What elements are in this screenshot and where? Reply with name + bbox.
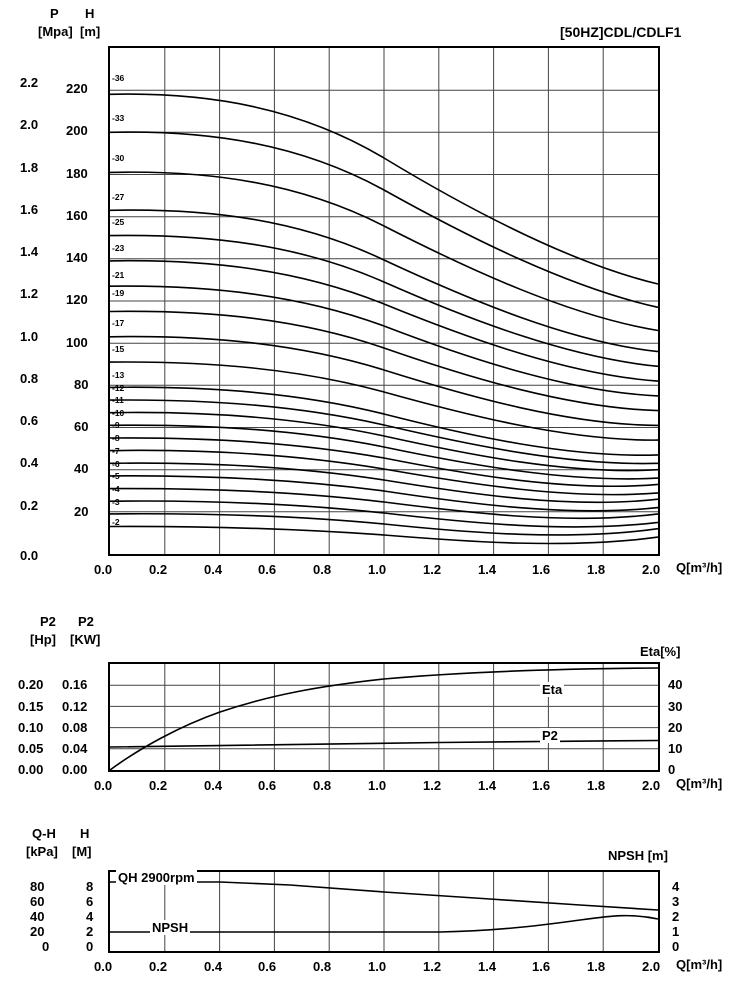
chart1-x-tick-10: 2.0: [642, 562, 661, 577]
chart3-x-tick-7: 1.4: [478, 959, 497, 974]
chart1-p-unit: [Mpa]: [38, 24, 73, 39]
curve-label-2: -2: [112, 517, 120, 527]
curve-label-23: -23: [112, 243, 125, 253]
chart1-h-tick-140: 140: [66, 250, 88, 265]
chart2-p2hp-unit: [Hp]: [30, 632, 56, 647]
chart1-h-tick-60: 60: [74, 419, 89, 434]
chart3-x-tick-6: 1.2: [423, 959, 442, 974]
chart2-kw-tick-0-04: 0.04: [62, 741, 88, 756]
chart3-x-tick-3: 0.6: [258, 959, 277, 974]
chart1-x-axis-title: Q[m³/h]: [676, 560, 723, 575]
chart2-x-tick-3: 0.6: [258, 778, 277, 793]
chart3-npsh-tick-2: 2: [672, 909, 680, 924]
curve-label-25: -25: [112, 217, 125, 227]
chart2-eta-tick-30: 30: [668, 699, 683, 714]
chart1-x-tick-5: 1.0: [368, 562, 387, 577]
chart-power-efficiency: [0, 610, 745, 800]
chart2-eta-label: Eta[%]: [640, 644, 681, 659]
chart1-h-tick-20: 20: [74, 504, 89, 519]
chart1-h-tick-80: 80: [74, 377, 89, 392]
chart2-x-tick-10: 2.0: [642, 778, 661, 793]
chart1-x-tick-0: 0.0: [94, 562, 113, 577]
chart1-x-tick-6: 1.2: [423, 562, 442, 577]
curve-label-15: -15: [112, 344, 125, 354]
chart3-x-tick-9: 1.8: [587, 959, 606, 974]
curve-label-36: -36: [112, 73, 125, 83]
curve-label-10: -10: [112, 408, 125, 418]
chart2-x-tick-5: 1.0: [368, 778, 387, 793]
chart3-qh-unit: [kPa]: [26, 844, 58, 859]
chart2-p2hp-label: P2: [40, 614, 56, 629]
curve-label-12: -12: [112, 383, 125, 393]
chart2-hp-tick-0-05: 0.05: [18, 741, 44, 756]
curve-label-3: -3: [112, 497, 120, 507]
chart2-p2-curve-label: P2: [542, 728, 558, 743]
chart3-m-tick-2: 2: [86, 924, 94, 939]
chart2-hp-tick-0-10: 0.10: [18, 720, 44, 735]
chart2-kw-tick-0-16: 0.16: [62, 677, 88, 692]
chart3-npsh-tick-3: 3: [672, 894, 680, 909]
chart3-npsh-tick-4: 4: [672, 879, 680, 894]
chart1-x-tick-8: 1.6: [532, 562, 551, 577]
chart3-kpa-tick-20: 20: [30, 924, 45, 939]
chart1-x-tick-7: 1.4: [478, 562, 497, 577]
chart2-p2kw-label: P2: [78, 614, 94, 629]
chart2-hp-tick-0-15: 0.15: [18, 699, 44, 714]
chart1-p-tick-1-8: 1.8: [20, 160, 39, 175]
chart3-x-tick-0: 0.0: [94, 959, 113, 974]
chart1-h-tick-220: 220: [66, 81, 88, 96]
chart2-p2kw-unit: [KW]: [70, 632, 101, 647]
chart2-x-tick-6: 1.2: [423, 778, 442, 793]
curve-label-6: -6: [112, 459, 120, 469]
chart1-p-tick-2-2: 2.2: [20, 75, 39, 90]
chart2-kw-tick-0-00: 0.00: [62, 762, 88, 777]
chart1-h-tick-180: 180: [66, 166, 88, 181]
chart3-kpa-tick-80: 80: [30, 879, 45, 894]
chart3-qh-label: Q-H: [32, 826, 56, 841]
curve-label-27: -27: [112, 192, 125, 202]
chart1-p-tick-1-2: 1.2: [20, 286, 39, 301]
chart2-x-tick-8: 1.6: [532, 778, 551, 793]
chart1-h-label: H: [85, 6, 95, 21]
chart3-m-tick-4: 4: [86, 909, 94, 924]
chart3-x-tick-10: 2.0: [642, 959, 661, 974]
chart1-p-label: P: [50, 6, 59, 21]
chart2-x-axis-title: Q[m³/h]: [676, 776, 723, 791]
chart1-p-tick-0-8: 0.8: [20, 371, 39, 386]
chart3-x-axis-title: Q[m³/h]: [676, 957, 723, 972]
chart1-p-tick-0-6: 0.6: [20, 413, 39, 428]
chart2-eta-curve-label: Eta: [542, 682, 563, 697]
chart2-hp-tick-0-00: 0.00: [18, 762, 44, 777]
curve-label-4: -4: [112, 484, 120, 494]
curve-label-21: -21: [112, 270, 125, 280]
chart2-plot-area: [108, 662, 660, 772]
chart3-x-tick-5: 1.0: [368, 959, 387, 974]
chart3-npsh-tick-0: 0: [672, 939, 680, 954]
chart1-p-tick-0-2: 0.2: [20, 498, 39, 513]
chart3-qh-curve-label: QH 2900rpm: [118, 870, 195, 885]
chart1-p-tick-1-4: 1.4: [20, 244, 39, 259]
chart3-kpa-tick-40: 40: [30, 909, 45, 924]
curve-label-9: -9: [112, 420, 120, 430]
chart2-kw-tick-0-12: 0.12: [62, 699, 88, 714]
curve-label-17: -17: [112, 318, 125, 328]
chart1-h-tick-40: 40: [74, 461, 89, 476]
chart3-x-tick-8: 1.6: [532, 959, 551, 974]
chart3-x-tick-4: 0.8: [313, 959, 332, 974]
chart3-x-tick-2: 0.4: [204, 959, 223, 974]
curve-label-19: -19: [112, 288, 125, 298]
chart3-m-tick-6: 6: [86, 894, 94, 909]
curve-label-7: -7: [112, 446, 120, 456]
chart1-x-tick-1: 0.2: [149, 562, 168, 577]
chart1-x-tick-3: 0.6: [258, 562, 277, 577]
chart1-h-tick-160: 160: [66, 208, 88, 223]
curve-label-11: -11: [112, 395, 124, 405]
chart1-plot-area: [108, 46, 660, 556]
curve-label-33: -33: [112, 113, 125, 123]
curve-label-30: -30: [112, 153, 125, 163]
chart2-eta-tick-0: 0: [668, 762, 676, 777]
chart3-m-tick-8: 8: [86, 879, 94, 894]
chart2-hp-tick-0-20: 0.20: [18, 677, 44, 692]
chart2-x-tick-1: 0.2: [149, 778, 168, 793]
chart1-legend-title: [50HZ]CDL/CDLF1: [560, 24, 682, 40]
chart3-h-unit: [M]: [72, 844, 92, 859]
chart1-h-tick-100: 100: [66, 335, 88, 350]
chart2-x-tick-4: 0.8: [313, 778, 332, 793]
chart3-h-label: H: [80, 826, 90, 841]
chart1-x-tick-2: 0.4: [204, 562, 223, 577]
chart3-kpa-tick-0: 0: [42, 939, 50, 954]
chart2-eta-tick-20: 20: [668, 720, 683, 735]
chart1-x-tick-9: 1.8: [587, 562, 606, 577]
chart-qh-npsh: [0, 820, 745, 1000]
chart2-eta-tick-10: 10: [668, 741, 683, 756]
chart1-p-tick-0-4: 0.4: [20, 455, 39, 470]
chart1-p-tick-2-0: 2.0: [20, 117, 39, 132]
chart1-p-tick-1-0: 1.0: [20, 329, 39, 344]
chart2-x-tick-7: 1.4: [478, 778, 497, 793]
chart2-x-tick-9: 1.8: [587, 778, 606, 793]
chart3-npsh-tick-1: 1: [672, 924, 680, 939]
chart3-plot-area: [108, 870, 660, 953]
chart2-x-tick-2: 0.4: [204, 778, 223, 793]
chart3-kpa-tick-60: 60: [30, 894, 45, 909]
chart1-x-tick-4: 0.8: [313, 562, 332, 577]
chart2-kw-tick-0-08: 0.08: [62, 720, 88, 735]
curve-label-8: -8: [112, 433, 120, 443]
chart3-m-tick-0: 0: [86, 939, 94, 954]
chart3-npsh-curve-label: NPSH: [152, 920, 189, 935]
chart3-npsh-label: NPSH [m]: [608, 848, 668, 863]
chart1-h-unit: [m]: [80, 24, 101, 39]
chart1-p-tick-1-6: 1.6: [20, 202, 39, 217]
curve-label-5: -5: [112, 471, 120, 481]
curve-label-13: -13: [112, 370, 125, 380]
chart2-x-tick-0: 0.0: [94, 778, 113, 793]
chart3-x-tick-1: 0.2: [149, 959, 168, 974]
chart1-h-tick-200: 200: [66, 123, 88, 138]
chart1-h-tick-120: 120: [66, 292, 88, 307]
chart1-p-tick-0-0: 0.0: [20, 548, 39, 563]
chart2-eta-tick-40: 40: [668, 677, 683, 692]
